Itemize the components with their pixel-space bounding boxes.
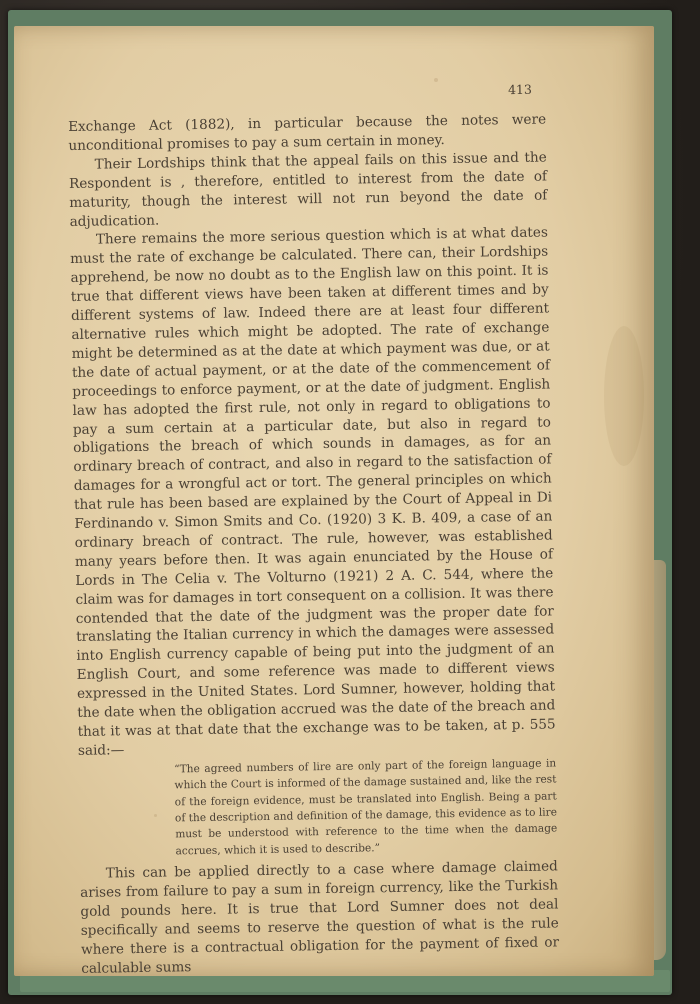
paragraph-appeal-fails: Their Lordships think that the appeal fails on this issue and the Respondent is , therefore, entitled to interest from the date of maturity, though the interest will not run beyond the date of adjudication. [68,149,548,230]
paragraph-continuation: Exchange Act (1882), in particular because the notes were unconditional promises to pay a sum certain in money. [68,111,547,154]
foxing-spot [434,78,438,82]
page-body-text [68,110,559,978]
paragraph-closing: This can be applied directly to a case where damage claimed arises from failure to pay a sum in foreign currency, like the Turkish gold pounds here. It is true that Lord Sumner does not deal specifically and seems to reserve the question of what is the rule where there is a contractual obligation for the payment of fixed or calculable sums [80,858,560,977]
page-number: 413 [507,81,532,98]
foxing-spot [604,326,644,466]
paragraph-rate-of-exchange: There remains the more serious question which is at what dates must the rate of exchange be calculated. There can, their Lordships apprehend, be now no doubt as to the English law on this point. It is true that different views have been taken at different times and by different systems of law. Indeed there are at least four different alternative rules which might be adopted. The rate of exchange might be determined as at the date at which payment was due, or at the date of actual payment, or at the date of the commencement of proceedings to enforce payment, or at the date of judgment. English law has adopted the first rule, not only in regard to obligations to pay a sum certain at a particular date, but also in regard to obligations the breach of which sounds in damages, as for an ordinary breach of contract, and also in regard to the satisfaction of damages for a wrongful act or tort. The general principles on which that rule has been based are explained by the Court of Appeal in Di Ferdinando v. Simon Smits and Co. (1920) 3 K. B. 409, a case of an ordinary breach of contract. The rule, however, was established many years before then. It was again enunciated by the House of Lords in The Celia v. The Volturno (1921) 2 A. C. 544, where the claim was for damages in tort consequent on a collision. It was there contended that the date of the judgment was the proper date for translating the Italian currency in which the damages were assessed into English currency capable of being put into the judgment of an English Court, and some reference was made to different views expressed in the United States. Lord Sumner, however, holding that the date when the obligation accrued was the date of the breach and that it was at that date that the exchange was to be taken, at p. 555 said:— [70,224,556,759]
quotation-lord-sumner: “The agreed numbers of lire are only part of the foreign language in which the Court is informed of the damage sustained and, like the rest of the foreign evidence, must be translated into English. Being a part of the description and definition of the damage, this evidence as to lire must be understood with reference to the time when the damage accrues, which it is used to describe.” [174,757,558,858]
